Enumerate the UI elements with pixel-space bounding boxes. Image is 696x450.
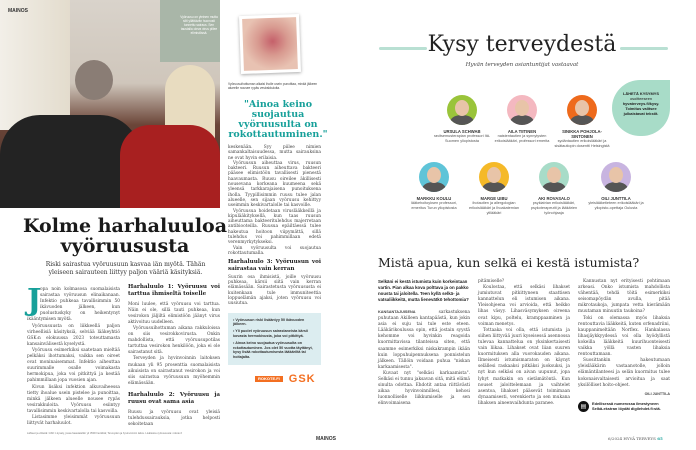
- expert-card: [464, 162, 524, 216]
- footnote: Lähteet ja viitteitä: GSK:n kysely, jossa haastateltiin yli 3500 henkilöä; Terveyden ja hyvinvoinnin laitos. Lisätietoa vyöruususta: rokote.fi: [27, 432, 182, 435]
- paragraph: Vyöruusua hoidetaan viruslääkkeillä ja kipulääkityksellä, kun taas ruusun aiheuttama bakteeritulehdus majerretaan antibiooteilla. Ruusua epäiltäessä tulee hakeutua hoitoon viipymättä, sillä tulehdus voi pahimmillaan edetä verenmyrkytykseksi.: [228, 208, 321, 246]
- expert-avatar: [447, 95, 477, 125]
- book-icon: ▤: [578, 401, 589, 412]
- author-signature: OILI JUNTTILA: [644, 391, 670, 396]
- page-footer: [608, 436, 663, 441]
- expert-card: [404, 162, 464, 211]
- expert-card: [492, 95, 552, 144]
- section-subtitle: Hyvän terveyden asiantuntijat vastaavat: [465, 62, 579, 68]
- expert-avatar: [539, 162, 569, 192]
- paragraph: keskenään. Syy piilee nimien samankaltaisuudessa, mutta sairauksina ne ovat hyvin erilaisia.: [228, 145, 321, 161]
- lead-word: KANSANTAJUISENA: [378, 310, 416, 314]
- article-column-2: [128, 284, 220, 428]
- note-text[interactable]: Edellisessä numerossa ilmestyneen Selkä-ekstran löydät digilehdet.fi:stä.: [592, 401, 661, 412]
- expert-role: naistentautien ja synnytysten erikoislääkäri, professori emerita: [494, 134, 550, 143]
- paragraph: Moni luulee, että vyöruusu voi tarttua. Näin ei ole, sillä tauti puhkeaa, kun vesirokon jäljiltä elimistöön jäänyt virus aktivoituu uudelleen.: [128, 301, 220, 325]
- paragraph: Vain vyöruusulta voi suojautua rokottautumalla.: [228, 245, 321, 256]
- expert-avatar: [479, 162, 509, 192]
- page-number: 65: [657, 436, 663, 441]
- expert-role: sydäntautien erikoislääkäri ja sisätautiopin dosentti Helsingistä: [554, 139, 610, 148]
- expert-role: lääkehoitoyksen professori, emeritus Turun yliopistosta: [410, 201, 457, 210]
- paragraph: Vyöruusuusta on liikkeellä paljon virheellisiä käsityksiä, selviää lääkeyhtiö GSK:n elokuussa 2023 toteuttamasta kansainvälisestä kyselystä.: [27, 323, 120, 347]
- paragraph: Vyöruusu esimerkiksi saatetaan mieltää pelkäksi ihottumaksi, vaikka sen oireet ovat moninaisemmat. Infektio aiheuttaa suurimmalle osalle voimakasta hermokipua, joka voi pitkittyä ja kestää pahimmillaan jopa vuosien ajan.: [27, 347, 120, 384]
- paragraph: Vyöruusun aiheuttaa virus, ruusun bakteeri. Ruusun aiheuttava bakteeri pääsee elimistöön tavallisesti pienestä haavaumasta. Ruusu oireilee äkillisesti nousevana korkeana kuumeena sekä yleensä tarkkarajaisena punoituksena iholla. Tyypillisimmin ruusu tulee jalan alueelle, sen sijaan vyöruusu kehittyy useimmin keskivartalolle tai kasvoille.: [228, 160, 321, 209]
- paragraph: Suosittankin hakeutumaan yleislääkärin vastaanotolle, jolloin elämäntilanteesi ja selän kuormitus tulee kokonaisvaltaisesti arvioitua ja saat yksilölliset hoito-ohjeet.: [578, 358, 670, 388]
- expert-name: AILA TIITINEN: [507, 129, 537, 134]
- rash-photo: [239, 14, 301, 74]
- paragraph: Vyöruusuihottuman aikana rakkuloissa on siis vesirokkovirusta. Onkin mahdollista, että vyöruusupotilas tartuttaa vesirokon henkilöön, joka ei ole sairastanut sitä.: [128, 325, 220, 356]
- drop-cap: J: [27, 283, 42, 318]
- article-subtitle: Riski sairastua vyöruusuun kasvaa iän myötä. Tähän yleiseen sairauteen liittyy paljon vääriä käsityksiä.: [45, 261, 206, 276]
- title-rule-right: [620, 47, 668, 50]
- subheading-myth-3: Harhaluulo 3: Vyöruusun voi sairastaa vain kerran: [228, 259, 321, 273]
- article-column-1: [27, 283, 120, 427]
- fact-item: • Ainoa keino suojautua vyöruusulta on rokottautuminen. Jos olet 50 vuotta täyttänyt, kysy lisää rokottautumisesta lääkäriltä tai hoitajalta.: [233, 340, 313, 360]
- paragraph: Ruusu ja vyöruusu ovat yleisiä tulehdussairauksia, jotka helposti sekoitetaan: [128, 409, 220, 427]
- expert-card: [432, 95, 492, 144]
- pull-quote: "Ainoa keino suojautua vyöruusulta on rokottautuminen.": [228, 99, 328, 140]
- expert-role: ihotautien ja allergologian erikoislääkäri ja Ihoakatemian ylilääkäri: [468, 201, 520, 215]
- expert-name: SINIKKA POHJOLA-SINTONEN: [562, 129, 602, 139]
- gsk-logo: GSK: [288, 372, 316, 385]
- paragraph: Kannustan nyt erityisesti pohtimaan arkeasi. Onko istumista mahdollista vähentää, tehdä töitä esimerkiksi seisomapöydän avulla, pitää mikrotaukoja, jumpata vetta kierämään muutaman minuutin taukoina?: [578, 279, 670, 315]
- expert-avatar: [601, 162, 631, 192]
- qa-column-2: [478, 279, 570, 407]
- photo-caption: Vyöruusu on yleinen mutta silti yllättävän huonosti tunnettu sairaus. Sen taustalla oleva virus piilee elimistössä.: [180, 15, 218, 35]
- paragraph: Listasimme yleisimmät vyöruusuun liittyvät harhaluulot.: [27, 414, 120, 427]
- paragraph: Koulostaa, että selkäsi lihakset jumiutuvat pitkittyneen staattisen kannattelun eli istumisen aikana. Yleisohjeena voi arvioida, että heikko lihas väsyy. Lihasväsymyksen oireena ovat kipu, poltelu, kramppaaminen ja voiman menetys.: [478, 285, 570, 327]
- qa-column-1: Selkäni ei kestä istumista kuin korkeintaan vartin. Pian alkaa kova polttava ja on pakko nousta tai jaloitella. Teen kyllä selkä- ja vatsaliikkeitä, mutta lienevätkö tehottomia? KANSANTAJUISENA sarkastuksena puhutaan Akilleen kantapäästä, kun jokin asia ei suju tai tule este eteen. Lääkärikoulussa opin, että jostain syystä kehomme voi hyvinkin reagoida kuormittavissa tilanteissa siten, että saamme esimerkiksi niskakrampin ikään kuin loppuhuipennuksena ponnistelun jälkeen. Tällöin voidaan puhua "niskan karkaamisesta". Kuvaat nyt "selkäsi karkaamista". Selkäsi ei tunnu jaksavan sitä, mitä elämä sinulta odottaa. Ehdotit antaa riittävästi aikaa hyvinvoinnillesi, kehosi luonnolliselle liikkumiselle ja sen elinvoimaisena: [378, 279, 470, 407]
- ad-label: MAINOS: [8, 8, 28, 14]
- rokote-logo: ROKOTE.FI: [255, 376, 283, 382]
- paragraph: Kivun lisäksi infektion alkuvaiheessa tietty ihoalue usein pistelee ja punoittaa, minkä jälkeen alueelle nousee rypäs vesirakkuloita. Vyöruusu esiintyy tavallisimmin keskivartalolla tai kasvoilla.: [27, 384, 120, 414]
- paragraph: Tottaaka voi olla, että istumista ja siihen liittyvää juuri kyseisessä asennossa tulevaa kannattelua on yksinkertaisesti vain liikaa. Lihakset ovat liian suuren kuormituksen alla vuorokauden aikana. Ilmeisesti istumismaraton on käynyt selällesi raskaaksi pitkäksi juoksuksi, ja nyt kun selkäsi on aivan uupunut, jopa lyhyt matkakin on sietämätöntä. Kun nouset jaloittelemaan ja vaihtelet asentoa, lihakset pääsevät toimimaan dynaamisesti, verenkierto ja sen mukana lihaksen aineenvaihdunta paranee.: [478, 327, 570, 406]
- ad-label-bottom: MAINOS: [316, 436, 336, 442]
- expert-card: [586, 162, 646, 211]
- expert-name: AKI ROVASALO: [538, 196, 570, 201]
- expert-name: OILI JUNTTILA: [601, 196, 631, 201]
- paragraph: Toki on olemassa myös lihaksia rentouttavia lääkkeitä, kuten orfenadriini, kauppanimeltään Norflex. Hankalassa lihasjäykkyydessä voi olla hyödyllistä kokeilla lääkkeitä kuurihuonteisesti vaikka yöllä vasten lihaksia rentouttamaan.: [578, 315, 670, 358]
- folio: 6/2024 HYVÄ TERVEYS: [608, 436, 656, 441]
- expert-avatar: [567, 95, 597, 125]
- send-question-bubble: LÄHETÄ KYSYMYS osoitteeseen hyvaterveys.fi/kysy. Toimitus valitsee julkaistavat tekstit.: [612, 80, 670, 136]
- subheading-myth-2: Harhaluulo 2: Vyöruusu ja ruusu ovat sama asia: [128, 391, 220, 405]
- qa-title: Mistä apua, kun selkä ei kestä istumista?: [378, 255, 640, 270]
- paragraph: opa noin kolmasosa suomalaisista sairastaa vyöruusun elinaikanaan. Infektio puhkeaa tavallisimmin 50 ikävuoden jälkeen, kun puolustuskyky on heikentynyt ikääntymisen myötä.: [27, 287, 120, 323]
- section-title: Kysy terveydestä: [427, 32, 617, 57]
- expert-card: [552, 95, 612, 149]
- expert-avatar: [507, 95, 537, 125]
- paragraph: Suurin osa ihmisistä, joille vyöruusu puhkeaa, kärsii siitä vain kerran elämässään. Sairastetusta vyöruususta ei kuitenkaan tule immuniteettia loppuelämän ajaksi, joten vyöruusu voi uusiutua.: [228, 274, 321, 307]
- expert-name: MARGE UIBU: [480, 196, 508, 201]
- rash-caption: Vyöruusuihottuman alkaisi iholle usein punoittaa, minkä jälkeen alueelle nousee rypäs vesirakkuloita.: [228, 82, 318, 90]
- article-title: Kolme harhaluuloa vyöruususta: [22, 215, 228, 257]
- subheading-myth-1: Harhaluulo 1: Vyöruusu voi tarttua ihmiseltä toiselle: [128, 284, 220, 297]
- expert-card: [524, 162, 584, 216]
- expert-name: MARKKU KOULU: [416, 196, 452, 201]
- expert-role: ravitsemusterapian professori Itä-Suomen yliopistosta: [433, 134, 491, 143]
- expert-role: yleislääketieteen erikoislääkäri ja yliopisto-opettaja Oulusta: [588, 201, 644, 210]
- qa-column-3: [578, 279, 670, 412]
- expert-name: URSULA SCHWAB: [443, 129, 481, 134]
- paragraph: pitämiselle?: [478, 279, 505, 284]
- reader-question: Selkäni ei kestä istumista kuin korkeintaan vartin. Pian alkaa kova polttava ja on pakko nousta tai jaloitella. Teen kyllä selkä- ja vatsaliikkeitä, mutta lienevätkö tehottomia?: [378, 279, 469, 302]
- digi-note: [578, 401, 670, 412]
- logos: [228, 373, 321, 385]
- expert-role: psykiatrian erikoislääkäri, psykoterapeutti ja lääkärien työnohjaaja: [530, 201, 578, 215]
- expert-avatar: [419, 162, 449, 192]
- paragraph: Kuvaat nyt "selkäsi karkaamista". Selkäsi ei tunnu jaksavan sitä, mitä elämä sinulta odottaa. Ehdotit antaa riittävästi aikaa hyvinvoinnillesi, kehosi luonnolliselle liikkumiselle ja sen elinvoimaisena: [378, 370, 470, 407]
- fact-item: • Yli puolet vyöruusun sairastaneista kärsii kovasta hermokivusta, joka voi pitkittyä.: [233, 329, 309, 338]
- article-column-3: [228, 145, 321, 385]
- fact-item: • Vyöruusun riski lisääntyy 50 ikävuoden jälkeen.: [233, 317, 305, 327]
- fact-box: [228, 313, 321, 365]
- paragraph: Terveyden ja hyvinvoinnin laitoksen mukaan yli 95 prosenttia suomalaisista aikuisista on sairastanut vesirokon ja voi siis sairastua vyöruusuun myöhemmin elämässään.: [128, 356, 220, 386]
